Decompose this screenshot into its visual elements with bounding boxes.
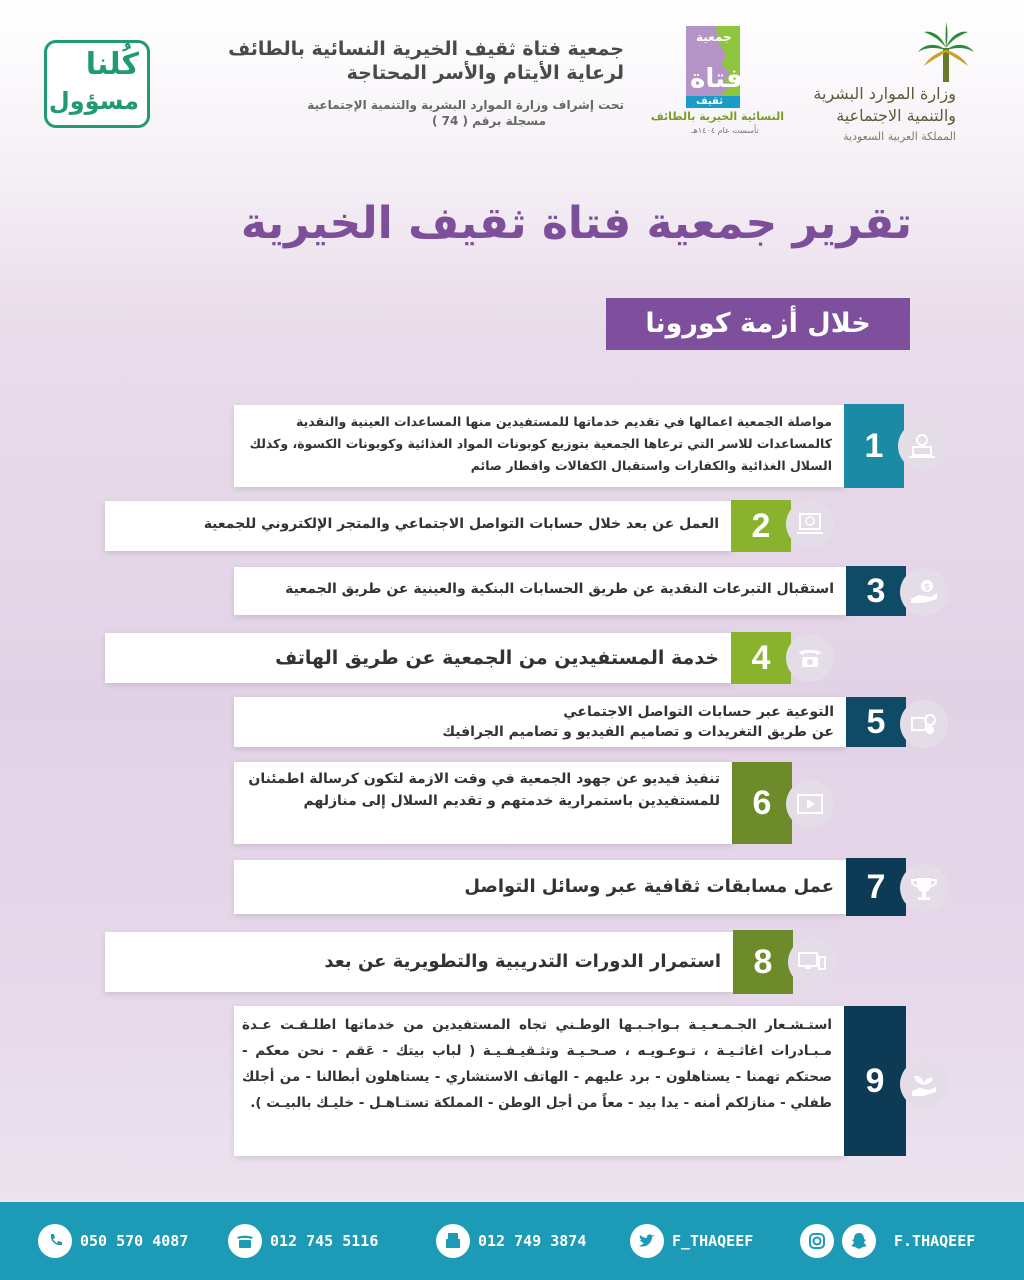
item-8-number: 8 [733, 930, 793, 994]
report-subtitle: خلال أزمة كورونا [606, 298, 910, 350]
whatsapp-icon [38, 1224, 72, 1258]
logo-caption: النسائية الخيرية بالطائف [650, 110, 784, 123]
logo-word3: ثقيف [696, 96, 723, 107]
instagram-handle: F.THAQEEF [894, 1232, 976, 1250]
fax-number: 012 749 3874 [478, 1232, 587, 1250]
item-8-text: استمرار الدورات التدريبية والتطويرية عن بعد [105, 932, 733, 992]
phone-contact[interactable] [228, 1202, 378, 1280]
item-4-number: 4 [731, 632, 791, 684]
item-1-text: مواصلة الجمعية اعمالها في تقديم خدماتها للمستفيدين منها المساعدات العينية والنقدية كالمساعدات للاسر التي ترعاها الجمعية بتوزيع كوبونات المواد الغذائية وكوبونات الكسوة، وكذلك السلال الغذائية والكفارات واستقبال الكفالات وافطار صائم [234, 405, 844, 487]
ministry-line3: المملكة العربية السعودية [843, 130, 956, 143]
item-3-number: 3 [846, 566, 906, 616]
laptop-user-icon [898, 422, 946, 470]
twitter-icon [630, 1224, 664, 1258]
organization-header [204, 38, 624, 128]
item-5-number: 5 [846, 697, 906, 747]
item-5-text [234, 697, 846, 747]
fax-icon [436, 1224, 470, 1258]
snapchat-icon [842, 1224, 876, 1258]
slogan-line1: كُلنا [85, 47, 139, 82]
item-9-text: استـشـعار الجـمـعـيـة بـواجـبـها الوطـني تجاه المستفيدين من خدماتها اطلـقـت عـدة مـبـادرات اغاثـيـة ، تـوعـويـه ، صـحـيـة وتثـقيـفـيـة ( لباب بيتك - عَقم - نحن معكم - صحتكم تهمنا - يستاهلون - برد عليهم - الهاتف الاستشاري - يستاهلون أبطالنا - من أجلك طفلي - منازلكم أمنه - يدا بيد - معاً من أجل الوطن - المملكة تستـاهـل - خليـك بالبيـت ). [234, 1006, 844, 1156]
logo-word2: فتاة [690, 64, 743, 94]
ministry-line1: وزارة الموارد البشرية [813, 84, 956, 103]
devices-icon [788, 938, 836, 986]
item-2-text: العمل عن بعد خلال حسابات التواصل الاجتماعي والمتجر الإلكتروني للجمعية [105, 501, 731, 551]
item-2-number: 2 [731, 500, 791, 552]
item-1-number: 1 [844, 404, 904, 488]
slogan-line2: مسؤول [48, 87, 139, 115]
fax-contact[interactable] [436, 1202, 586, 1280]
mobile-number: 050 570 4087 [80, 1232, 189, 1250]
trophy-icon [900, 864, 948, 912]
report-title: تقرير جمعية فتاة ثقيف الخيرية [240, 198, 912, 249]
mobile-contact[interactable] [38, 1202, 188, 1280]
hand-plant-icon [900, 1060, 948, 1108]
instagram-icon [800, 1224, 834, 1258]
ministry-line2: والتنمية الاجتماعية [836, 106, 956, 125]
fatah-thaqeef-logo [650, 24, 790, 142]
item-6-number: 6 [732, 762, 792, 844]
org-name-line2: لرعاية الأيتام والأسر المحتاجة [346, 62, 624, 84]
item-6-text: تنفيذ فيديو عن جهود الجمعية في وقت الازمة لتكون كرسالة اطمئنان للمستفيدين باستمرارية خدمتهم و تقديم السلال إلى منازلهم [234, 762, 732, 844]
item-9-number: 9 [844, 1006, 906, 1156]
supervision-text: تحت إشراف وزارة الموارد البشرية والتنمية الإجتماعية [307, 98, 624, 112]
item-7-number: 7 [846, 858, 906, 916]
telephone-icon [786, 634, 834, 682]
phone-icon [228, 1224, 262, 1258]
palm-icon [916, 22, 976, 84]
video-play-icon [786, 780, 834, 828]
svg-text:$: $ [923, 583, 931, 593]
instagram-snapchat-contact[interactable] [800, 1202, 975, 1280]
ministry-logo [800, 22, 990, 152]
item-5-text-line2: عن طريق التغريدات و تصاميم الفيديو و تصاميم الجرافيك [442, 724, 834, 740]
phone-number: 012 745 5116 [270, 1232, 379, 1250]
kolna-masool-logo [44, 40, 150, 128]
twitter-contact[interactable] [630, 1202, 753, 1280]
registration-text: مسجلة برقم ( 74 ) [431, 114, 547, 128]
item-4-text: خدمة المستفيدين من الجمعية عن طريق الهاتف [105, 633, 731, 683]
hand-coin-icon [900, 568, 948, 616]
logo-founded: تأسست عام ١٤٠٤هـ [691, 126, 759, 135]
laptop-globe-icon [786, 500, 834, 548]
logo-word1: جمعية [696, 30, 732, 44]
item-5-text-line1: التوعية عبر حسابات التواصل الاجتماعي [563, 704, 834, 720]
item-7-text: عمل مسابقات ثقافية عبر وسائل التواصل [234, 860, 846, 914]
org-name-line1: جمعية فتاة ثقيف الخيرية النسائية بالطائف [228, 38, 624, 60]
contact-footer [0, 1202, 1024, 1280]
item-3-text: استقبال التبرعات النقدية عن طريق الحسابات البنكية والعينية عن طريق الجمعية [234, 567, 846, 615]
twitter-handle: F_THAQEEF [672, 1232, 754, 1250]
media-icon [900, 700, 948, 748]
